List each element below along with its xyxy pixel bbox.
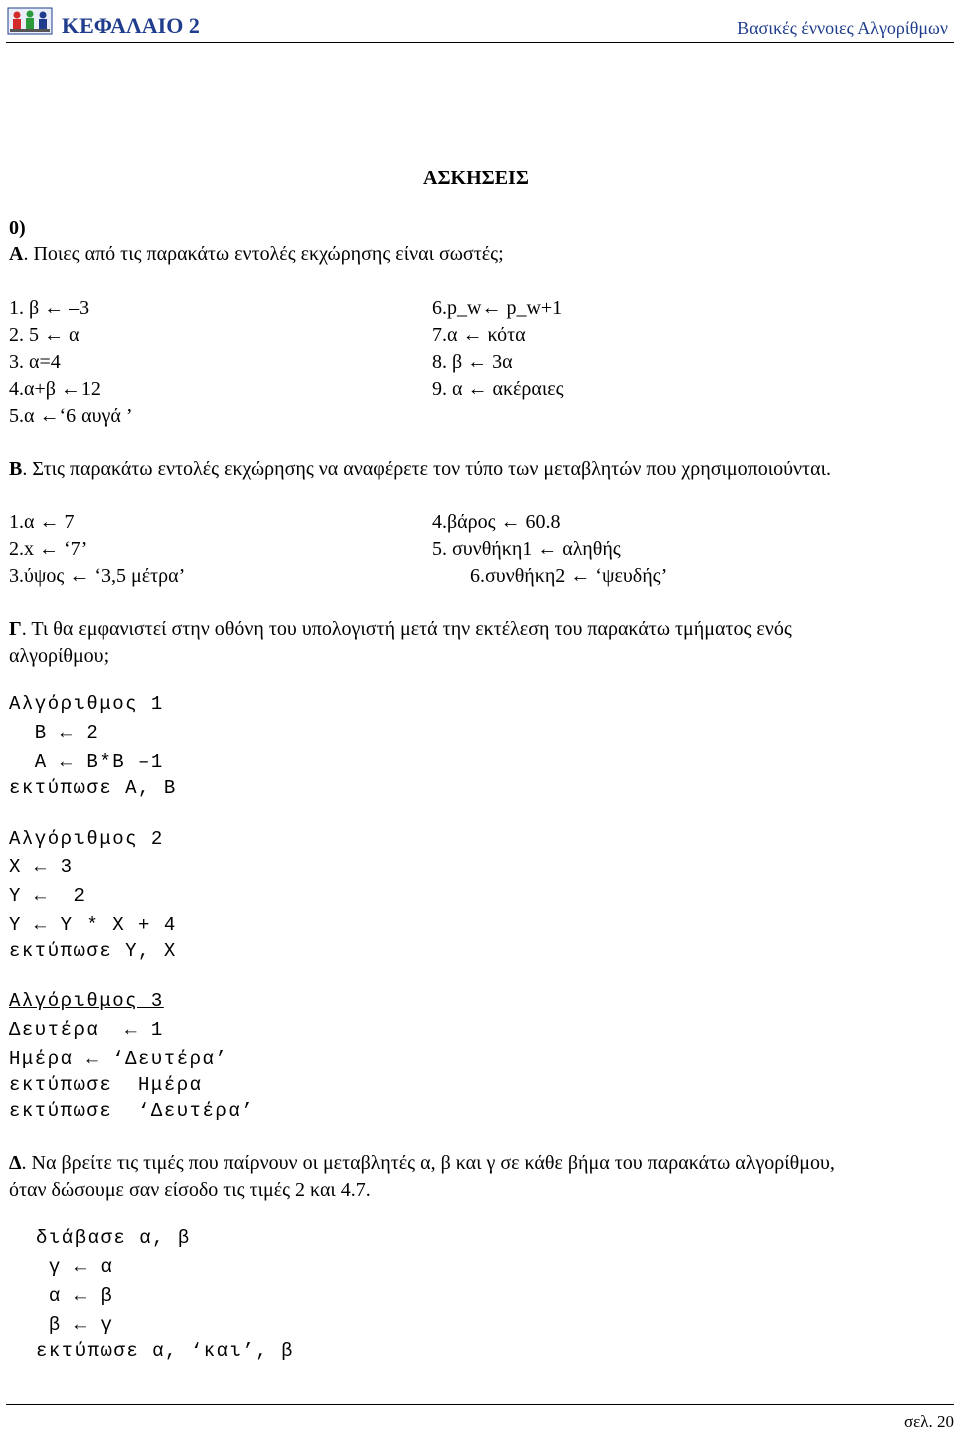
part-b-right-item: 4.βάρος ← 60.8 (432, 511, 561, 533)
part-a-left-item: 3. α=4 (9, 351, 61, 373)
algo3-line: εκτύπωσε Ημέρα (9, 1074, 203, 1096)
part-b-question (9, 457, 831, 481)
part-d-question-text: . Να βρείτε τις τιμές που παίρνουν οι μεταβλητές α, β και γ σε κάθε βήμα του παρακάτω αλγορίθμου, (21, 1152, 835, 1174)
part-b-left-item: 1.α ← 7 (9, 511, 75, 533)
algo1-line: Β ← 2 (9, 722, 100, 744)
part-d-question (9, 1151, 835, 1175)
part-a-label: Α (9, 243, 24, 265)
algo2-line: Αλγόριθμος 2 (9, 828, 164, 850)
exercises-title: ΑΣΚΗΣΕΙΣ (423, 167, 529, 189)
algo2-line: Υ ← 2 (9, 885, 87, 907)
part-a-right-item: 9. α ← ακέραιες (432, 378, 564, 400)
part-c-question-line2: αλγορίθμου; (9, 645, 110, 667)
part-c-question-text: . Τι θα εμφανιστεί στην οθόνη του υπολογιστή μετά την εκτέλεση του παρακάτω τμήματος ενός (21, 618, 792, 640)
part-b-label: Β (9, 458, 23, 480)
part-d-code-line: διάβασε α, β (36, 1227, 191, 1249)
part-d-question-line2: όταν δώσουμε σαν είσοδο τις τιμές 2 και 4.7. (9, 1179, 371, 1201)
part-b-left-item: 2.x ← ‘7’ (9, 538, 88, 560)
chapter-title: ΚΕΦΑΛΑΙΟ 2 (62, 13, 200, 38)
header-divider (6, 42, 954, 43)
algo1-line: εκτύπωσε Α, Β (9, 777, 177, 799)
part-a-question-text: . Ποιες από τις παρακάτω εντολές εκχώρησης είναι σωστές; (23, 243, 504, 265)
part-c-question (9, 617, 792, 641)
algo2-line: Χ ← 3 (9, 856, 74, 878)
algo2-line: Υ ← Υ * Χ + 4 (9, 914, 177, 936)
part-b-left-item: 3.ύψος ← ‘3,5 μέτρα’ (9, 565, 186, 587)
part-b-right-item: 6.συνθήκη2 ← ‘ψευδής’ (470, 565, 668, 587)
footer-divider (6, 1404, 954, 1405)
page-number (904, 1412, 954, 1432)
part-d-code-line: α ← β (36, 1285, 114, 1307)
algo3-line: Ημέρα ← ‘Δευτέρα’ (9, 1048, 229, 1070)
part-d-label: Δ (9, 1152, 22, 1174)
algo3-line: Δευτέρα ← 1 (9, 1019, 164, 1041)
algo1-line: Α ← Β*Β –1 (9, 751, 164, 773)
part-a-right-item: 7.α ← κότα (432, 324, 526, 346)
part-a-right-item: 8. β ← 3α (432, 351, 513, 373)
part-d-code-line: γ ← α (36, 1256, 114, 1278)
algo1-line: Αλγόριθμος 1 (9, 693, 164, 715)
part-b-question-text: . Στις παρακάτω εντολές εκχώρησης να αναφέρετε τον τύπο των μεταβλητών που χρησιμοποιούνται. (22, 458, 831, 480)
exercise-number: 0) (9, 217, 26, 239)
part-a-question (9, 242, 504, 266)
school-kids-logo-icon (6, 6, 54, 36)
algo3-line: εκτύπωσε ‘Δευτέρα’ (9, 1100, 255, 1122)
part-d-code-line: β ← γ (36, 1314, 114, 1336)
part-a-right-item: 6.p_w← p_w+1 (432, 297, 563, 319)
algo3-title: Αλγόριθμος 3 (9, 990, 164, 1012)
part-a-left-item: 4.α+β ←12 (9, 378, 101, 400)
subject-title: Βασικές έννοιες Αλγορίθμων (737, 18, 948, 38)
part-a-left-item: 1. β ← –3 (9, 297, 90, 319)
part-b-right-item: 5. συνθήκη1 ← αληθής (432, 538, 621, 560)
part-d-code-line: εκτύπωσε α, ‘και’, β (36, 1340, 295, 1362)
page-number-value: 20 (937, 1412, 954, 1431)
part-a-left-item: 5.α ←‘6 αυγά ’ (9, 405, 133, 427)
part-a-left-item: 2. 5 ← α (9, 324, 80, 346)
page-label: σελ. (903, 1412, 933, 1431)
algo2-line: εκτύπωσε Υ, Χ (9, 940, 177, 962)
part-c-label: Γ (9, 618, 22, 640)
